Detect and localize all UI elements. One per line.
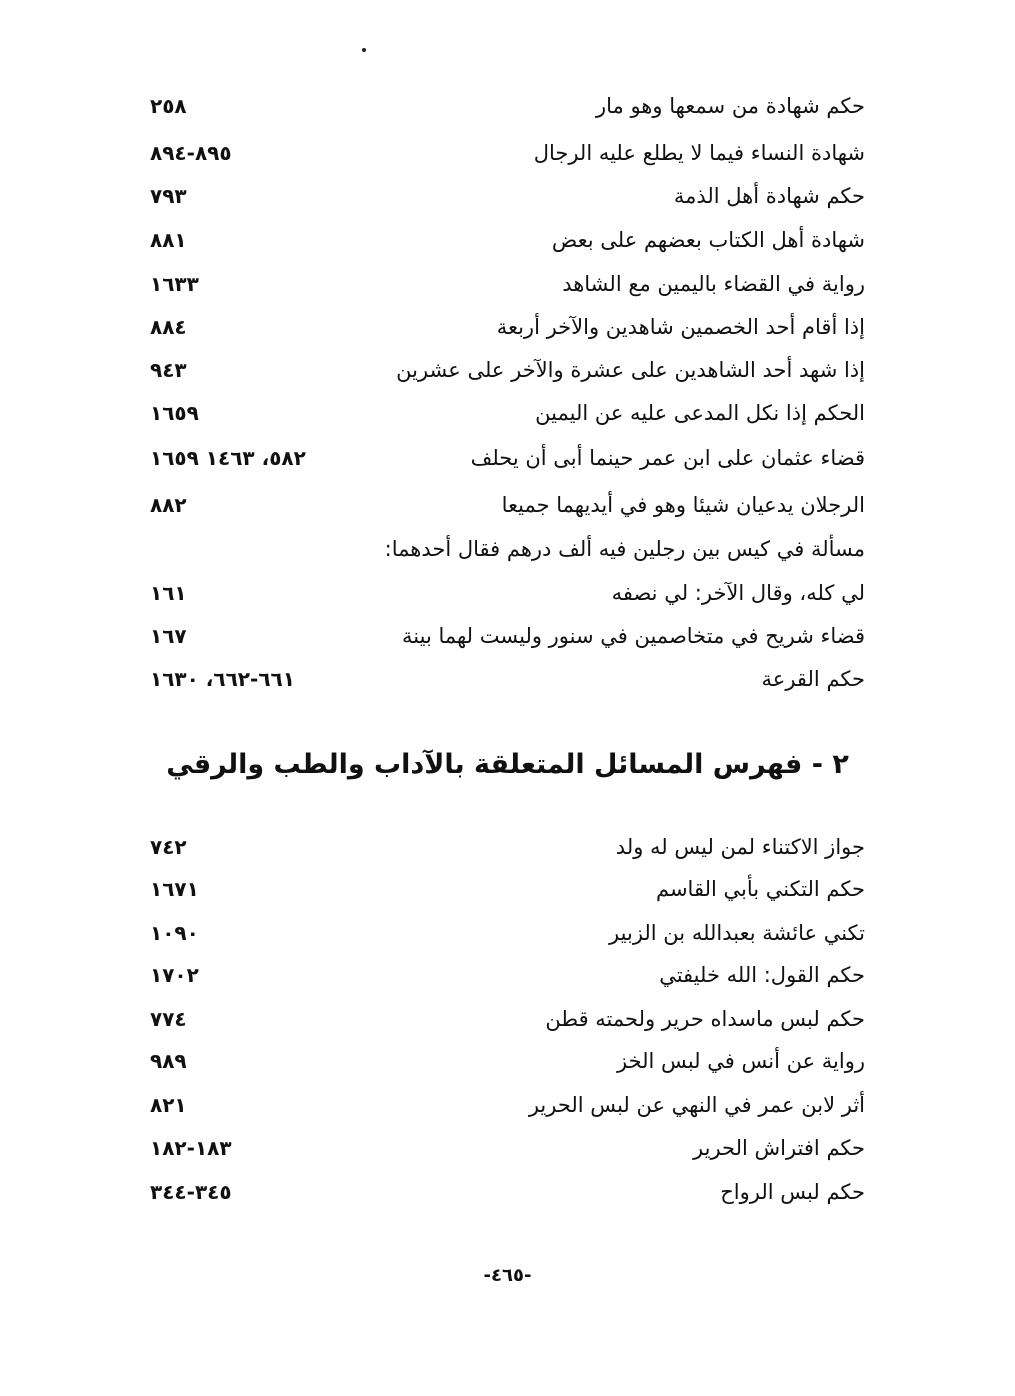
- index-row: [150, 133, 865, 173]
- entry-title: لي كله، وقال الآخر: لي نصفه: [611, 581, 865, 605]
- index-row: [150, 220, 865, 260]
- entry-pages: ٢٥٨: [150, 94, 187, 118]
- section-heading: ٢ - فهرس المسائل المتعلقة بالآداب والطب والرقي: [166, 749, 849, 780]
- entry-title: حكم التكني بأبي القاسم: [655, 877, 865, 901]
- index-row: [150, 393, 865, 433]
- index-row: [150, 438, 865, 478]
- entry-pages: ١٦٣٣: [150, 272, 199, 296]
- index-row: [150, 999, 865, 1039]
- index-row: [150, 176, 865, 216]
- index-row: [150, 529, 865, 569]
- entry-title: حكم شهادة من سمعها وهو مار: [596, 94, 865, 118]
- entry-pages: ٩٤٣: [150, 358, 187, 382]
- index-row: [150, 1172, 865, 1212]
- entry-title: حكم شهادة أهل الذمة: [673, 184, 865, 208]
- entry-title: جواز الاكتناء لمن ليس له ولد: [615, 835, 865, 859]
- ink-speck: [362, 48, 366, 52]
- entry-title: تكني عائشة بعبدالله بن الزبير: [609, 921, 865, 945]
- entry-pages: ١٦٥٩: [150, 401, 199, 425]
- entry-pages: ٧٩٣: [150, 184, 187, 208]
- entry-title: شهادة النساء فيما لا يطلع عليه الرجال: [533, 141, 865, 165]
- entry-pages: ١٦٧: [150, 624, 187, 648]
- entry-title: أثر لابن عمر في النهي عن لبس الحرير: [528, 1093, 865, 1117]
- entry-title: الرجلان يدعيان شيئا وهو في أيديهما جميعا: [501, 493, 865, 517]
- index-row: [150, 264, 865, 304]
- entry-pages: ٨٢١: [150, 1093, 187, 1117]
- entry-title: مسألة في كيس بين رجلين فيه ألف درهم فقال أحدهما:: [384, 537, 865, 561]
- entry-title: حكم لبس الرواح: [720, 1180, 865, 1204]
- entry-title: شهادة أهل الكتاب بعضهم على بعض: [551, 228, 865, 252]
- entry-title: رواية عن أنس في لبس الخز: [617, 1049, 865, 1073]
- index-row: [150, 913, 865, 953]
- entry-pages: ٩٨٩: [150, 1049, 187, 1073]
- entry-title: حكم افتراش الحرير: [693, 1136, 865, 1160]
- entry-pages: ٨٨١: [150, 228, 187, 252]
- index-row: [150, 1128, 865, 1168]
- entry-title: حكم القرعة: [761, 667, 865, 691]
- index-row: [150, 659, 865, 699]
- entry-pages: ٨٨٤: [150, 315, 187, 339]
- entry-pages: ١٦٧١: [150, 877, 199, 901]
- entry-pages: ٦٦١-٦٦٢، ١٦٣٠: [150, 667, 295, 691]
- entry-title: إذا شهد أحد الشاهدين على عشرة والآخر على عشرين: [396, 358, 865, 382]
- entry-pages: ٨٨٢: [150, 493, 187, 517]
- entry-pages: ١٨٣-١٨٢: [150, 1136, 232, 1160]
- entry-pages: ٣٤٥-٣٤٤: [150, 1180, 232, 1204]
- entry-pages: ٧٧٤: [150, 1007, 187, 1031]
- index-row: [150, 350, 865, 390]
- entry-title: إذا أقام أحد الخصمين شاهدين والآخر أربعة: [496, 315, 865, 339]
- entry-title: الحكم إذا نكل المدعى عليه عن اليمين: [535, 401, 865, 425]
- index-row: [150, 485, 865, 525]
- entry-pages: ١٠٩٠: [150, 921, 199, 945]
- index-row: [150, 573, 865, 613]
- entry-title: رواية في القضاء باليمين مع الشاهد: [562, 272, 865, 296]
- index-row: [150, 86, 865, 126]
- index-row: [150, 1085, 865, 1125]
- entry-pages: ١٦١: [150, 581, 187, 605]
- entry-title: حكم القول: الله خليفتي: [659, 963, 865, 987]
- entry-title: قضاء عثمان على ابن عمر حينما أبى أن يحلف: [470, 446, 865, 470]
- index-row: [150, 616, 865, 656]
- entry-pages: ٧٤٢: [150, 835, 187, 859]
- entry-title: قضاء شريح في متخاصمين في سنور وليست لهما بينة: [402, 624, 865, 648]
- entry-pages: ٨٩٥-٨٩٤: [150, 141, 232, 165]
- entry-title: حكم لبس ماسداه حرير ولحمته قطن: [545, 1007, 865, 1031]
- index-row: [150, 307, 865, 347]
- entry-pages: ١٧٠٢: [150, 963, 199, 987]
- page-number: -٤٦٥-: [483, 1265, 532, 1286]
- index-row: [150, 1041, 865, 1081]
- entry-pages: ٥٨٢، ١٤٦٣ ١٦٥٩: [150, 446, 306, 470]
- index-row: [150, 827, 865, 867]
- index-row: [150, 955, 865, 995]
- index-row: [150, 869, 865, 909]
